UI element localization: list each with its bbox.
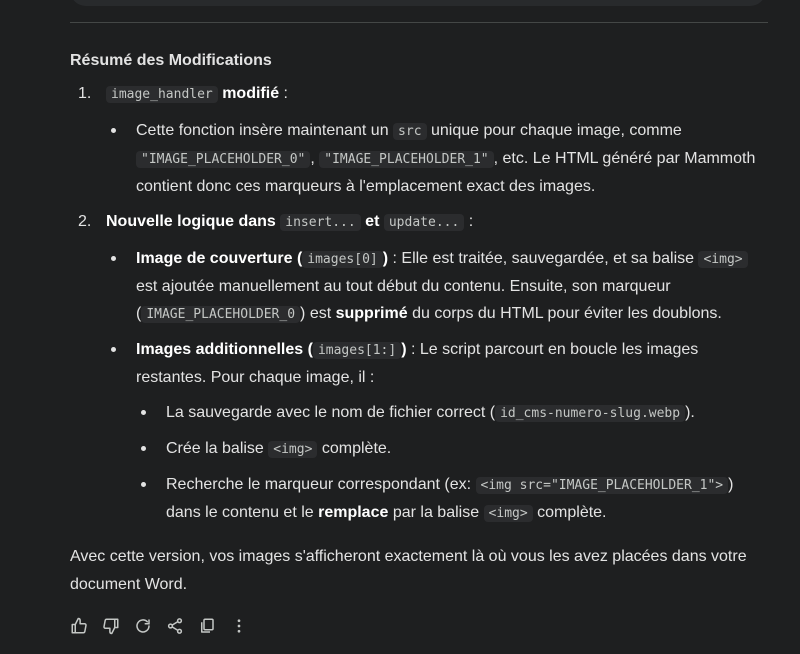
response-actions bbox=[70, 615, 262, 637]
response-content bbox=[70, 50, 768, 599]
code-img-tag: <img> bbox=[484, 505, 533, 522]
additional-images-bullet bbox=[106, 336, 768, 527]
text: : Le script parcourt en boucle les images restantes. Pour chaque image, il : bbox=[136, 341, 699, 386]
code-placeholder-0: IMAGE_PLACEHOLDER_0 bbox=[141, 306, 300, 323]
text: unique pour chaque image, comme bbox=[426, 122, 682, 139]
cover-image-bullet bbox=[106, 245, 768, 328]
code-img-tag: <img> bbox=[698, 251, 747, 268]
list-item-2 bbox=[70, 208, 768, 527]
closing-paragraph: Avec cette version, vos images s'afficheront exactement là où vous les avez placées dans votre document Word. bbox=[70, 548, 747, 593]
text: , etc. Le HTML généré par Mammoth contient donc ces marqueurs à l'emplacement exact des images. bbox=[136, 150, 756, 195]
text: par la balise bbox=[388, 504, 484, 521]
text: , bbox=[310, 150, 320, 167]
text: ). bbox=[685, 404, 695, 421]
code-src: src bbox=[393, 123, 426, 140]
text: complète. bbox=[317, 440, 392, 457]
section-heading: Résumé des Modifications bbox=[70, 52, 272, 69]
additional-sub-bullets bbox=[136, 399, 768, 527]
item1-bullets bbox=[106, 117, 768, 200]
code-placeholder-1: "IMAGE_PLACEHOLDER_1" bbox=[319, 151, 493, 168]
text: du corps du HTML pour éviter les doublons. bbox=[407, 305, 722, 322]
text: Cette fonction insère maintenant un bbox=[136, 122, 394, 139]
text: ) dans le contenu et le bbox=[166, 476, 734, 521]
sub-bullet-1 bbox=[136, 399, 768, 427]
item2-and: et bbox=[365, 213, 380, 230]
additional-title-end: ) bbox=[401, 341, 407, 358]
text: Crée la balise bbox=[166, 440, 269, 457]
more-vert-icon[interactable] bbox=[230, 615, 262, 637]
share-icon[interactable] bbox=[166, 615, 198, 637]
item2-title: Nouvelle logique dans bbox=[106, 213, 276, 230]
code-update: update... bbox=[384, 214, 464, 231]
modifications-list bbox=[70, 80, 768, 527]
item1-title: modifié bbox=[222, 85, 280, 102]
thumbs-up-icon[interactable] bbox=[70, 615, 102, 637]
list-number-2: 2. bbox=[78, 213, 92, 230]
text: ) est bbox=[300, 305, 336, 322]
cover-title-end: ) bbox=[382, 250, 389, 267]
thumbs-down-icon[interactable] bbox=[102, 615, 134, 637]
text: est ajoutée manuellement au tout début du contenu. Ensuite, son marqueur ( bbox=[136, 278, 671, 322]
code-filename: id_cms-numero-slug.webp bbox=[495, 405, 685, 422]
regenerate-icon[interactable] bbox=[134, 615, 166, 637]
code-images-0: images[0] bbox=[302, 251, 382, 268]
bold-remplace: remplace bbox=[318, 504, 389, 521]
text: complète. bbox=[532, 504, 607, 521]
text: Recherche le marqueur correspondant (ex: bbox=[166, 476, 476, 493]
list-number-1: 1. bbox=[78, 85, 92, 102]
item1-bullet bbox=[106, 117, 768, 200]
code-image-handler: image_handler bbox=[106, 86, 218, 103]
sub-bullet-2 bbox=[136, 435, 768, 463]
list-item-1 bbox=[70, 80, 768, 200]
code-img-tag: <img> bbox=[268, 441, 317, 458]
item2-bullets bbox=[106, 245, 768, 527]
sub-bullet-3 bbox=[136, 471, 768, 527]
divider bbox=[70, 22, 768, 23]
code-insert: insert... bbox=[280, 214, 360, 231]
item1-colon: : bbox=[279, 85, 288, 102]
code-images-1: images[1:] bbox=[313, 342, 401, 359]
cover-title: Image de couverture ( bbox=[136, 250, 303, 267]
text: La sauvegarde avec le nom de fichier correct ( bbox=[166, 404, 496, 421]
code-placeholder-0: "IMAGE_PLACEHOLDER_0" bbox=[136, 151, 310, 168]
copy-icon[interactable] bbox=[198, 615, 230, 637]
item2-colon: : bbox=[464, 213, 474, 230]
bold-supprime: supprimé bbox=[335, 305, 408, 322]
text: : Elle est traitée, sauvegardée, et sa balise bbox=[388, 250, 699, 267]
additional-title: Images additionnelles ( bbox=[136, 341, 313, 358]
code-img-placeholder: <img src="IMAGE_PLACEHOLDER_1"> bbox=[476, 477, 729, 494]
previous-code-block bbox=[70, 0, 766, 6]
